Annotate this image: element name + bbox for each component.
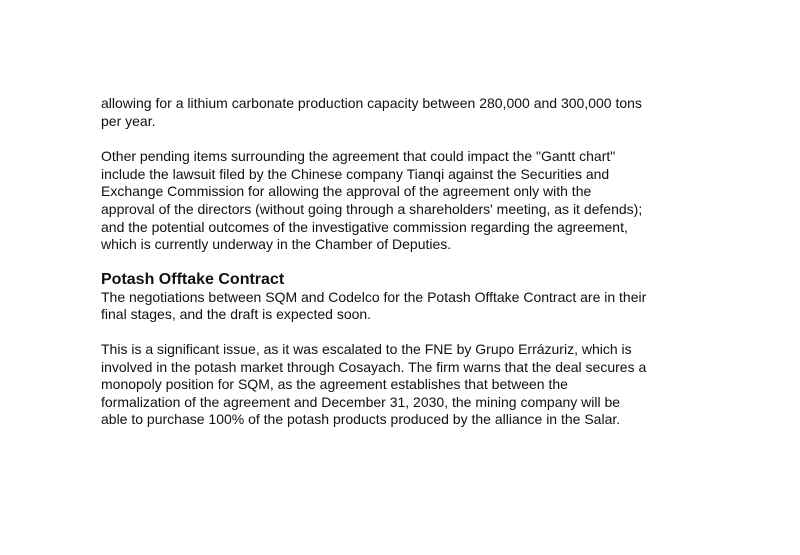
paragraph-fne-escalation: This is a significant issue, as it was escalated to the FNE by Grupo Errázuriz, which is involved in the potash market through Cosayach. The firm warns that the deal secures a monopoly position for SQM, as the agreement establishes that between the formalization of the agreement and December 31, 2030, the mining company will be able to purchase 100% of the potash products produced by the alliance in the Salar.: [101, 340, 647, 428]
section-heading-potash-offtake: Potash Offtake Contract: [101, 270, 285, 288]
paragraph-lithium-capacity: allowing for a lithium carbonate production capacity between 280,000 and 300,000 tons per year.: [101, 95, 642, 129]
paragraph-pending-items: Other pending items surrounding the agreement that could impact the "Gantt chart" include the lawsuit filed by the Chinese company Tianqi against the Securities and Exchange Commission for allowing the approval of the agreement only with the approval of the directors (without going through a shareholders' meeting, as it defends); and the potential outcomes of the investigative commission regarding the agreement, which is currently underway in the Chamber of Deputies.: [101, 148, 643, 253]
document-body: [101, 95, 711, 429]
paragraph-negotiations: The negotiations between SQM and Codelco for the Potash Offtake Contract are in their final stages, and the draft is expected soon.: [101, 288, 647, 323]
